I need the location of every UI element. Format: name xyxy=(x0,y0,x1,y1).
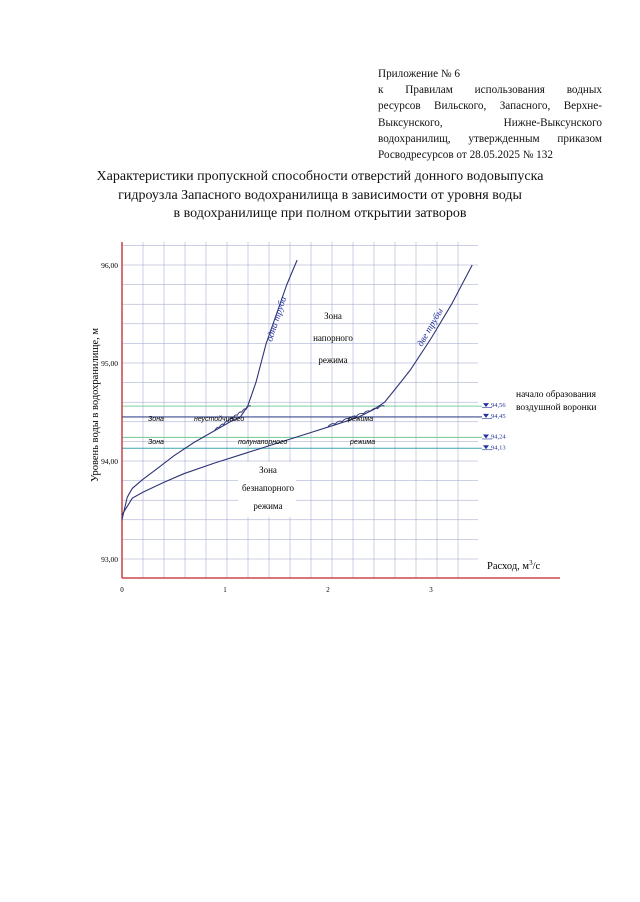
series-line xyxy=(122,265,472,515)
level-value: 94,24 xyxy=(491,433,506,441)
zone-label: Зона xyxy=(148,439,164,446)
appendix-line: Приложение № 6 xyxy=(378,68,460,80)
title-line: гидроузла Запасного водохранилища в зависимости от уровня воды xyxy=(118,187,522,203)
appendix-line: Выксунского, Нижне-Выксунского xyxy=(378,116,602,129)
level-marker-icon xyxy=(483,403,489,407)
appendix-line: ресурсов Вильского, Запасного, Верхне- xyxy=(378,100,602,113)
zone-label: Зона xyxy=(324,311,342,321)
y-tick-label: 93,00 xyxy=(101,555,118,564)
level-marker-icon xyxy=(483,434,489,438)
y-tick-label: 94,00 xyxy=(101,457,118,466)
chart-labels xyxy=(90,261,597,594)
appendix-line: Росводресурсов от 28.05.2025 № 132 xyxy=(378,149,553,162)
x-tick-label: 1 xyxy=(223,586,227,594)
y-tick-label: 96,00 xyxy=(101,261,118,270)
x-tick-label: 2 xyxy=(326,586,330,594)
chart-axes xyxy=(122,242,560,578)
zone-label: Зона xyxy=(259,465,277,475)
level-value: 94,45 xyxy=(491,412,506,420)
annotation: воздушной воронки xyxy=(516,403,597,413)
zone-label: безнапорного xyxy=(242,483,294,493)
zone-label: режима xyxy=(348,416,374,423)
zone-label: режима xyxy=(253,501,283,511)
series-label: одна труба xyxy=(265,295,290,343)
y-axis-label: Уровень воды в водохранилище, м xyxy=(90,327,101,483)
series-label: две трубы xyxy=(415,306,446,349)
zone-label: полунапорного xyxy=(238,439,288,446)
chart-grid xyxy=(122,242,478,578)
title-line: Характеристики пропускной способности отверстий донного водовыпуска xyxy=(96,169,544,184)
y-tick-label: 95,00 xyxy=(101,359,118,368)
zone-label: Зона xyxy=(148,416,164,423)
x-axis-label: Расход, $м^3/с$ xyxy=(487,559,541,572)
title-line: в водохранилище при полном открытии затворов xyxy=(173,206,467,221)
level-value: 94,56 xyxy=(491,402,506,410)
annotation: начало образования xyxy=(516,390,596,400)
level-value: 94,13 xyxy=(491,444,506,452)
appendix-line: к Правилам использования водных xyxy=(378,84,602,97)
level-marker-icon xyxy=(483,414,489,418)
x-tick-label: 3 xyxy=(429,586,433,594)
zone-label: напорного xyxy=(313,333,353,343)
x-tick-label: 0 xyxy=(120,586,124,594)
appendix-line: водохранилищ, утвержденным приказом xyxy=(378,132,602,145)
zone-label: неустойчивого xyxy=(194,416,245,423)
level-lines xyxy=(122,402,506,451)
level-marker-icon xyxy=(483,445,489,449)
zone-label: режима xyxy=(350,439,376,446)
zone-label: режима xyxy=(318,355,348,365)
